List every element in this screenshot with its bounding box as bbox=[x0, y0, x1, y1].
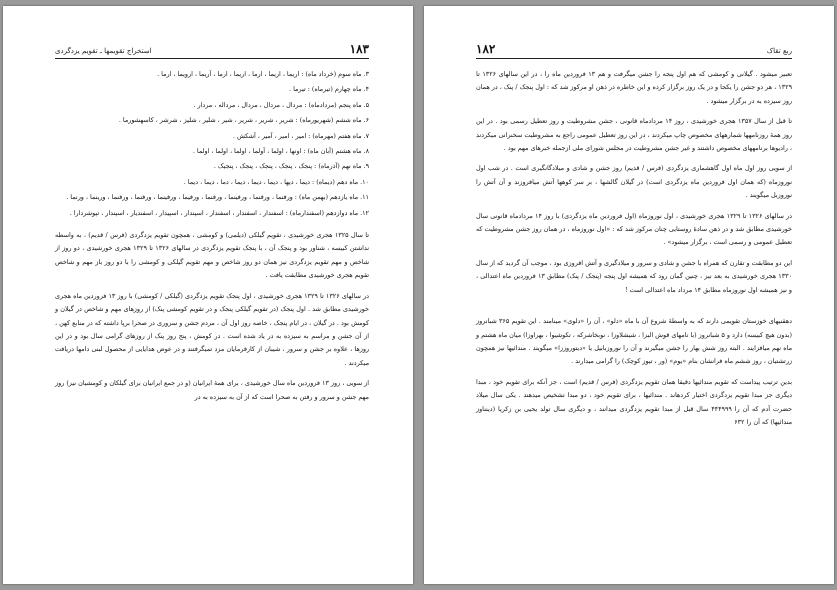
running-head: ربع تقاک bbox=[766, 47, 792, 55]
body-paragraph: از سویی ، روز ۱۳ فروردین ماه سال خورشیدی ، برای همهٔ ایرانیان (و در جمع ایرانیان برای گیلکان و کومشیان نیز) روز مهم جشن و سرور و رفتن به صحرا است که از آن به سیزده به در bbox=[55, 379, 369, 401]
list-item: ۶. ماه ششم (شهریورماه) : شریر ، شریر ، شریر ، شیر ، شلیر ، شلیز ، شرشر ، کاسهشورما . bbox=[118, 116, 369, 125]
body-paragraph: تا قبل از سال ۱۳۵۷ هجری خورشیدی ، روز ۱۴ مردادماه قانونی ، جشن مشروطیت و روز تعطیل رسمی بود . در این روز همهٔ روزنامهها شمارههای مخصوص چاپ میکردند ، در این روز تعطیل عمومی راجع به مشروطیت سخنرانی میکردند ، رادیوها برنامههای مخصوص داشتند و غیر جشن مشروطیت در مجلس شورای ملی ازجمله خبرهای مهم بود . bbox=[476, 117, 793, 153]
body-paragraph: تعبیر میشود . گیلانی و کومشی که هم اول پنجه را جشن میگرفت و هم ۱۳ فروردین ماه را ، در این سالهای ۱۳۲۶ تا ۱۳۲۹ ، هر دو جشن را یکجا و در یک روز برگزار کرده و این خاطره در ذهن او مرکوز شد که : اول پنجک / پنک ، در همان روز سیزده به در برگزار میشود . bbox=[476, 70, 792, 105]
running-head: استخراج تقویمها ـ تقویم یزدگردی bbox=[55, 47, 152, 55]
list-item: ۷. ماه هفتم (مهرماه) : امیر ، امیر ، آمیر ، آشکش . bbox=[232, 131, 369, 140]
page-header bbox=[476, 42, 792, 59]
body-paragraph: این دو مطابقت و تقارن که همراه با جشن و شادی و سرور و میلادگیری و آتش افروزی بود ، موجب آن گردید که از سال ۱۳۳۰ هجری خورشیدی به بعد نیز ، چنین گمان رود که همیشه اول پنجه (پنجک / پنک) مطابق ۱۳ فروردین ماه اعتدالی ، و نیز همیشه اول نوروزماه مطابق ۱۴ مرداد ماه اعتدالی است ! bbox=[476, 258, 792, 294]
list-item: ۳. ماه سوم (خرداد ماه) : اریما ، اریما ، ارما ، اریما ، ارما ، آریما ، ارویما ، ارما . bbox=[157, 70, 369, 78]
page-number: ۱۸۲ bbox=[476, 42, 496, 56]
page-header bbox=[55, 42, 369, 59]
body-paragraph: در سالهای ۱۳۲۶ تا ۱۳۲۹ هجری خورشیدی ، اول نوروزماه (اول فروردین ماه یزدگردی) با روز ۱۴ مردادماه قانونی سال خورشیدی مطابق شد و در ذهن سادهٔ روستایی چنان مرکوز شد که : «اول نوروزماه ، در همان روز جشن مشروطیت که تعطیل عمومی و رسمی است ، برگزار میشود» . bbox=[476, 211, 792, 247]
right-book-page bbox=[424, 6, 834, 584]
list-item: ۵. ماه پنجم (مردادماه) : مردال ، مردال ، مردال ، مرداله ، مردار . bbox=[193, 100, 369, 109]
list-item: ۱۰. ماه دهم (دیماه) : دیما ، دیها ، دیما ، دیما ، دیما ، دما ، دیما ، دیما . bbox=[183, 177, 369, 186]
list-item: ۴. ماه چهارم (تیرماه) : تیرما . bbox=[289, 85, 369, 94]
month-list bbox=[55, 68, 369, 220]
body-paragraph: تا سال ۱۳۲۵ هجری خورشیدی ، تقویم گیلکی (دیلمی) و کومشی ، همچون تقویم یزدگردی (فرس / قدیم) ، به واسطه نداشتن کبیسه ، شناور بود و پنجک آن ، با پنجک تقویم یزدگردی در سالهای ۱۳۲۶ تا ۱۳۲۹ هجری خورشیدی ، دو روز از شاخص و مهم تقویم یزدگردی نیز همان دو روز شاخص و مهم تقویم گیلکی و کومشی را با دو روز باز مهم و شاخص تقویم هجری خورشیدی مطابقت یافت . bbox=[55, 231, 369, 280]
body-paragraph: دهقنیهای خوزستان تقویمی دارند که به واسطهٔ شروع آن با ماه «دلو» ، آن را «دلوی» مینامند . این تقویم ۳۶۵ شبانروز (بدون هیچ کبیسه) دارد و ۵ شبانروز (با نامهای قوش البزا ، شیشلاوزا ، نوبخاشرکه ، تکوشیوا ، بهراوزا) میان ماه هشتم و ماه نهم میافزایند . البته روز شش بهار را جشن میگیرند و آن را نوروزبابیل یا «دیتوروززا» میگویند . مندائیها نیز همچون زرتشتیان ، روز ششم ماه فرانشان بنام «یوم» (ور ، تیوز کوچک) را گرامی میدارند . bbox=[476, 317, 792, 366]
list-item: ۸. ماه هشتم (آبان ماه) : اونها ، اولما ، آولما ، اولما ، اولما ، اولما . bbox=[192, 147, 369, 156]
list-item: ۱۲. ماه دوازدهم (اسفندارماه) : اسفندار ، اسفندار ، اسفندار ، اسپندار ، اسپیدار ، اسفندیار ، اسپندار ، تپوشردارا . bbox=[69, 208, 369, 217]
body-paragraph: بدین ترتیب پیداست که تقویم مندائیها دقیقا همان تقویم یزدگردی (فرس / قدیم) است ، جز آنکه برای تقویم خود ، مبدا دیگری جز مبدا تقویم یزدگردی اختیار کردهاند . مندائیها ، برای تقویم خود ، دو مبدا تشخیص میدهند . یکی سال میلاد حضرت آدم که آن را ۴۴۴۹۹۹ سال قبل از مبدا تقویم یزدگردی میدانند ، و دیگری سال تولد یحیی بن زکریا (دینناوز مندائیها) که آن را ۶۳۲ bbox=[476, 377, 792, 426]
body-paragraph: از سویی روز اول ماه اول گاهشماری یزدگردی (فرس / قدیم) روز جشن و شادی و میلادگانگیری است . در شب اول نوروزماه (که همان اول فروردین ماه یزدگردی است) در گیلان گالشها ، بر سر کوهها آتش میافروزند و آن آتش را نوروزبل میگویند . bbox=[476, 164, 792, 200]
list-item: ۱۱. ماه یازدهم (بهمن ماه) : ورفنما ، ورفنما ، ورفینما ، ورفنما ، ورفیما ، ورفینما ، ورفنما ، ورفنما ، ورینما ، ورنما . bbox=[66, 193, 369, 202]
left-book-page bbox=[3, 6, 413, 584]
page-number: ۱۸۳ bbox=[349, 42, 369, 56]
list-item: ۹. ماه نهم (آذرماه) : پنجک ، پنجک ، پنجک ، پنجک ، پنجیک . bbox=[213, 162, 369, 171]
body-paragraph: در سالهای ۱۳۲۶ تا ۱۳۲۹ هجری خورشیدی ، اول پنجک تقویم یزدگردی (گیلکی / کومشی) با روز ۱۳ فروردین ماه هجری خورشیدی مطابق شد . اول پنجک (در تقویم گیلکی پنجک و در تقویم کومشی پنک) از روزهای مهم و شاخص در گیلان و کومش بود . در گیلان ، در ایام پنجک ، خاصه روز اول آن ، مردم جشن و سروری در صحرا برپا داشته که در منابع کهن ، از آن جشن و مراسم به سیزده به در یاد شده است . در کومش ، پنج روز پنک از روزهای گرامی سال بود و در این روزها ، علاوه بر جشن و سرور ، شیبان از کارفرمایان مزد تمیگرفتند و در عوض هدایایی از محصول لبنی دامها دریافت میکردند . bbox=[55, 291, 369, 367]
